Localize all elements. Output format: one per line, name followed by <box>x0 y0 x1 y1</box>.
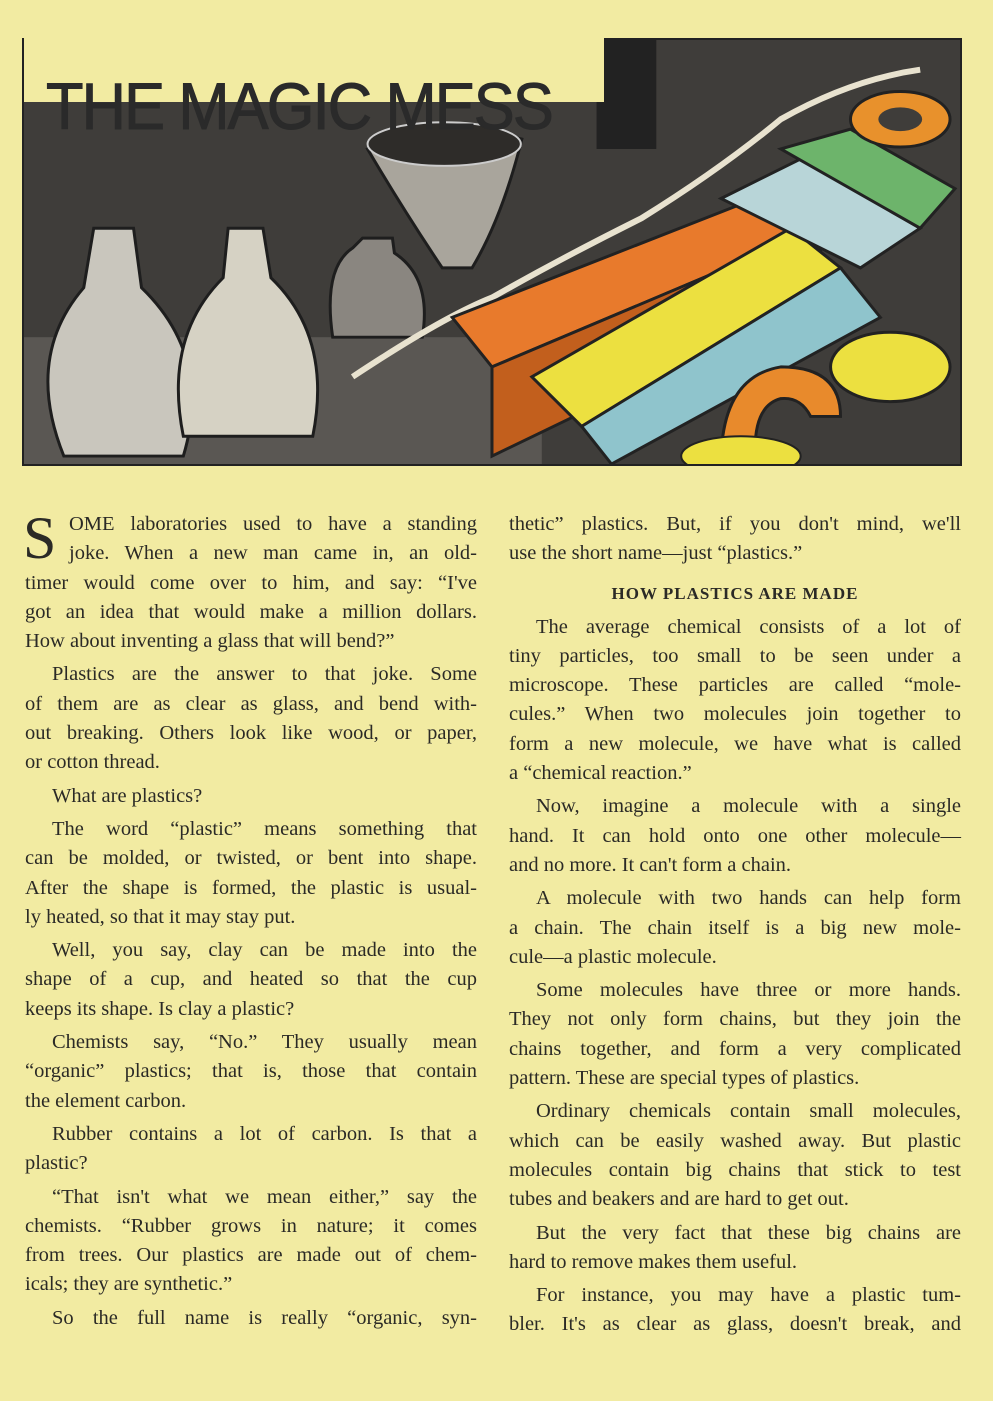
text-line: and no more. It can't form a chain. <box>509 853 792 876</box>
text-line: But the very fact that these big chains are <box>536 1221 961 1244</box>
text-line: thetic” plastics. But, if you don't mind, we'll <box>509 513 961 535</box>
page-title: THE MAGIC MESS <box>46 69 552 144</box>
paragraph <box>509 792 961 880</box>
paragraph <box>25 782 477 811</box>
text-line: “That isn't what we mean either,” say the <box>52 1185 477 1208</box>
paragraph <box>25 660 477 777</box>
text-line: Some molecules have three or more hands. <box>536 979 961 1002</box>
text-line: plastic? <box>25 1152 88 1175</box>
text-line: or cotton thread. <box>25 751 160 774</box>
paragraph <box>509 1097 961 1214</box>
text-line: chemists. “Rubber grows in nature; it comes <box>25 1214 477 1237</box>
paragraph <box>25 1183 477 1300</box>
text-line: After the shape is formed, the plastic is usual- <box>25 876 477 899</box>
text-line: a “chemical reaction.” <box>509 762 692 785</box>
text-line: hard to remove makes them useful. <box>509 1250 798 1273</box>
text-line: Plastics are the answer to that joke. Some <box>52 663 477 686</box>
text-line: bler. It's as clear as glass, doesn't break, and <box>509 1313 961 1336</box>
text-line: What are plastics? <box>52 784 203 807</box>
text-line: tiny particles, too small to be seen under a <box>509 644 961 667</box>
paragraph <box>25 1028 477 1116</box>
paragraph <box>509 976 961 1093</box>
paragraph <box>509 510 961 569</box>
text-line: timer would come over to him, and say: “I've <box>25 571 477 594</box>
text-line: The word “plastic” means something that <box>52 817 477 840</box>
text-line: Ordinary chemicals contain small molecules, <box>536 1100 961 1123</box>
text-line: Chemists say, “No.” They usually mean <box>52 1031 477 1054</box>
left-column <box>23 505 477 1337</box>
text-line: They not only form chains, but they join the <box>509 1008 961 1031</box>
text-line: keeps its shape. Is clay a plastic? <box>25 997 295 1020</box>
paragraph <box>509 1281 961 1340</box>
text-line: Rubber contains a lot of carbon. Is that a <box>52 1122 477 1145</box>
text-line: can be molded, or twisted, or bent into shape. <box>25 847 477 870</box>
text-line: out breaking. Others look like wood, or paper, <box>25 722 477 745</box>
text-line: microscope. These particles are called “mole- <box>509 674 961 697</box>
text-line: Now, imagine a molecule with a single <box>536 795 961 818</box>
text-line: joke. When a new man came in, an old- <box>69 542 477 565</box>
text-line: shape of a cup, and heated so that the cup <box>25 968 477 991</box>
section-heading: HOW PLASTICS ARE MADE <box>611 583 859 603</box>
text-line: from trees. Our plastics are made out of chem- <box>25 1244 477 1267</box>
text-line: use the short name—just “plastics.” <box>509 542 803 565</box>
paragraph <box>25 815 477 932</box>
text-line: So the full name is really “organic, syn- <box>52 1306 477 1329</box>
text-line: molecules contain big chains that stick to test <box>509 1158 961 1181</box>
paragraph <box>25 1120 477 1179</box>
text-line: cules.” When two molecules join together to <box>509 703 961 726</box>
text-line: ly heated, so that it may stay put. <box>25 905 296 928</box>
right-column <box>509 510 961 1344</box>
text-line: hand. It can hold onto one other molecule— <box>509 824 961 847</box>
text-line: OME laboratories used to have a standing <box>69 513 477 535</box>
text-line: pattern. These are special types of plastics. <box>509 1067 860 1090</box>
text-line: The average chemical consists of a lot of <box>536 615 961 638</box>
text-line: A molecule with two hands can help form <box>536 887 961 910</box>
text-line: For instance, you may have a plastic tum- <box>536 1284 961 1307</box>
drop-cap: S <box>23 505 57 571</box>
text-line: got an idea that would make a million dollars. <box>25 600 477 623</box>
paragraph <box>25 1304 477 1333</box>
text-line: cule—a plastic molecule. <box>509 945 717 968</box>
paragraph <box>25 936 477 1024</box>
text-line: form a new molecule, we have what is called <box>509 732 961 755</box>
text-line: which can be easily washed away. But plastic <box>509 1129 961 1152</box>
text-line: “organic” plastics; that is, those that contain <box>25 1060 477 1083</box>
paragraph <box>509 1219 961 1278</box>
text-line: How about inventing a glass that will bend?” <box>25 630 395 653</box>
paragraph <box>23 505 477 656</box>
text-line: icals; they are synthetic.” <box>25 1273 233 1296</box>
text-line: the element carbon. <box>25 1089 187 1112</box>
paragraph <box>509 613 961 789</box>
text-line: tubes and beakers and are hard to get out. <box>509 1188 849 1211</box>
text-line: a chain. The chain itself is a big new mole- <box>509 916 961 939</box>
paragraph <box>509 884 961 972</box>
text-line: of them are as clear as glass, and bend with- <box>25 692 477 715</box>
text-line: chains together, and form a very complicated <box>509 1037 961 1060</box>
text-line: Well, you say, clay can be made into the <box>52 939 477 962</box>
